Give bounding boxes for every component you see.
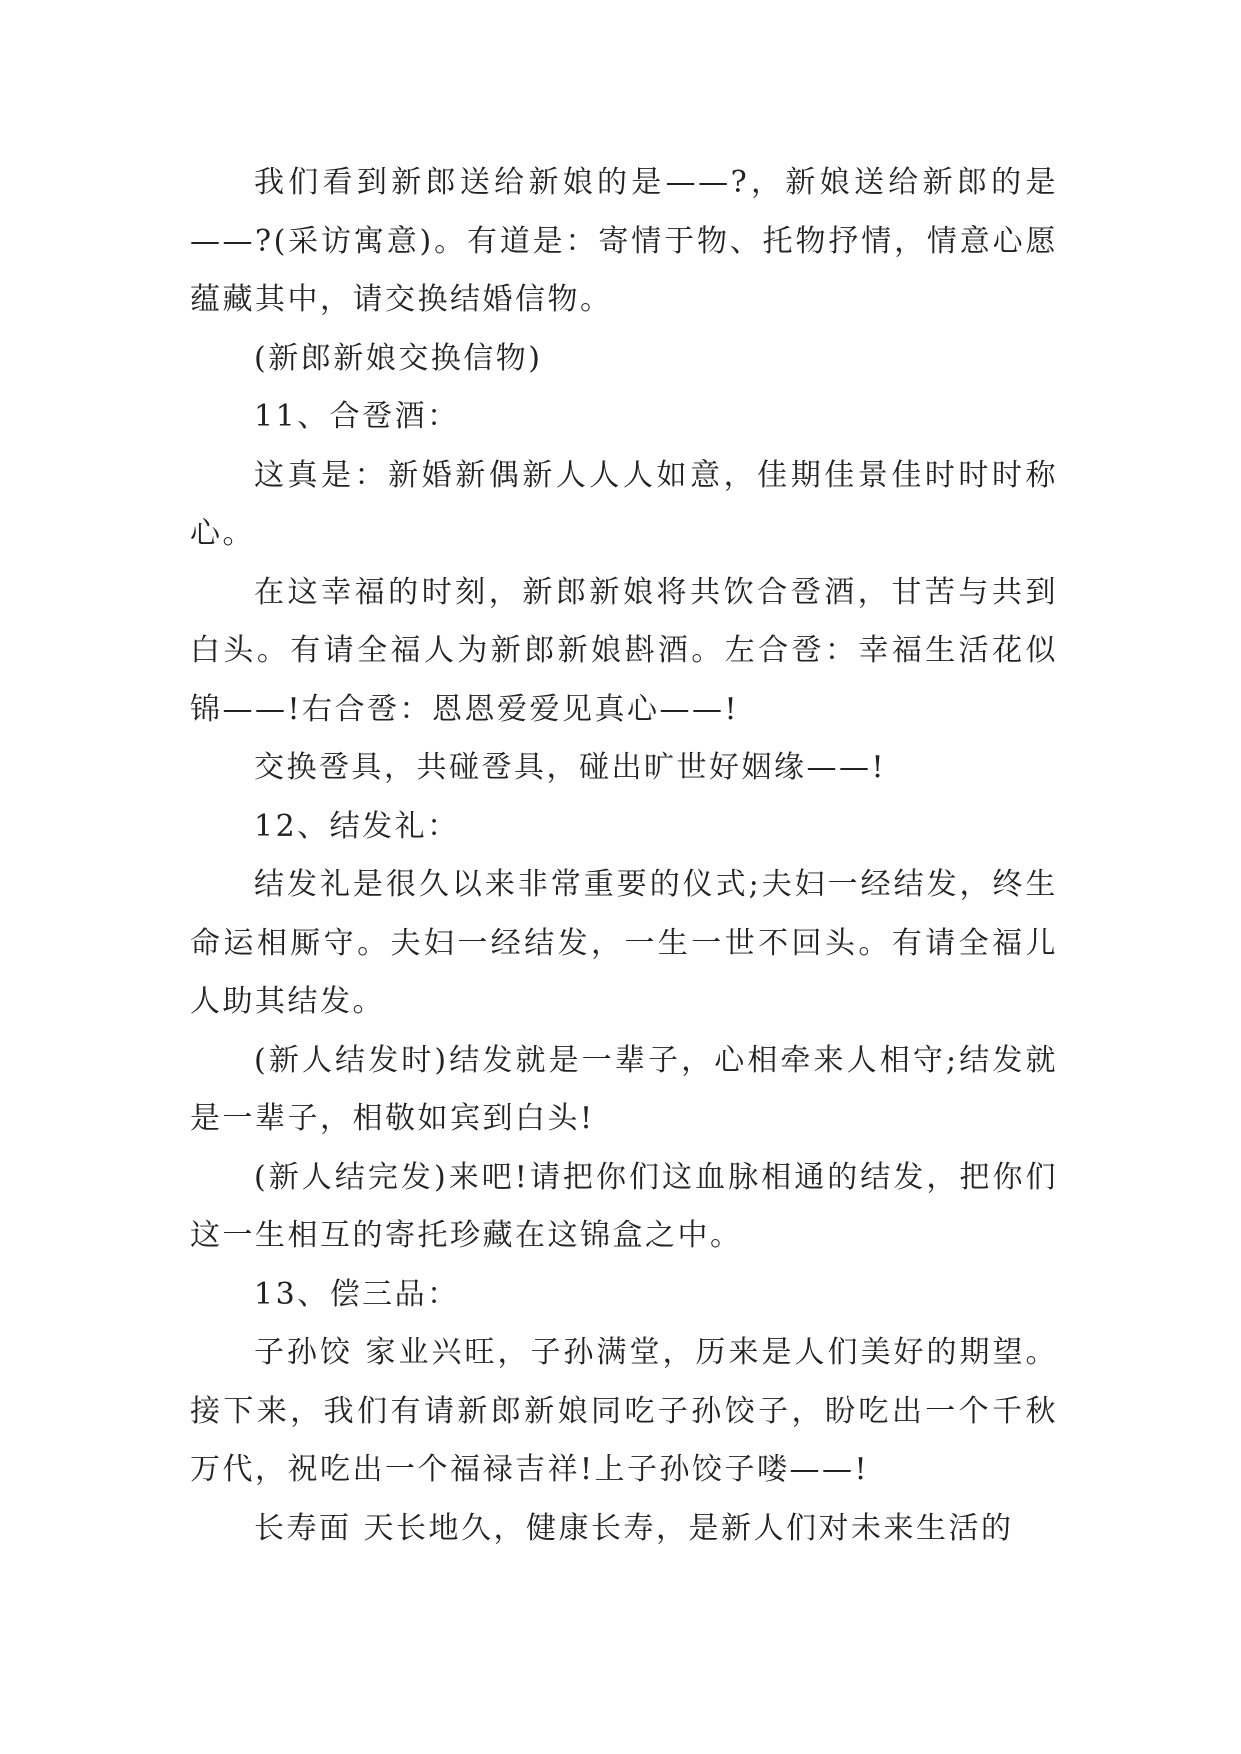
section-heading-11: 11、合卺酒： [254, 399, 460, 434]
paragraph-wine: 在这幸福的时刻，新郎新娘将共饮合卺酒，甘苦与共到白头。有请全福人为新郎新娘斟酒。左合卺：幸福生活花似锦——!右合卺：恩恩爱爱见真心——! [190, 574, 1058, 727]
paragraph-hair-tying: (新人结发时)结发就是一辈子，心相牵来人相守;结发就是一辈子，相敬如宾到白头! [190, 1042, 1058, 1136]
paragraph-exchange-tokens: 我们看到新郎送给新娘的是——?，新娘送给新郎的是——?(采访寓意)。有道是：寄情于物、托物抒情，情意心愿蕴藏其中，请交换结婚信物。 [190, 165, 1058, 317]
paragraph-hair-done: (新人结完发)来吧!请把你们这血脉相通的结发，把你们这一生相互的寄托珍藏在这锦盒之中。 [190, 1159, 1058, 1253]
paragraph-noodles: 长寿面 天长地久，健康长寿，是新人们对未来生活的 [254, 1510, 1014, 1546]
paragraph-dumplings: 子孙饺 家业兴旺，子孙满堂，历来是人们美好的期望。接下来，我们有请新郎新娘同吃子孙饺子，盼吃出一个千秋万代，祝吃出一个福禄吉祥!上子孙饺子喽——! [190, 1335, 1058, 1487]
paragraph-couplet: 这真是：新婚新偶新人人人如意，佳期佳景佳时时时称心。 [190, 457, 1058, 551]
paragraph-exchange-note: (新郎新娘交换信物) [254, 340, 543, 376]
section-heading-12: 12、结发礼： [254, 808, 460, 844]
document-body [190, 154, 1058, 1558]
paragraph-hair-ritual: 结发礼是很久以来非常重要的仪式;夫妇一经结发，终生命运相厮守。夫妇一经结发，一生一世不回头。有请全福儿人助其结发。 [190, 867, 1058, 1019]
paragraph-toast: 交换卺具，共碰卺具，碰出旷世好姻缘——! [254, 750, 887, 785]
section-heading-13: 13、偿三品： [254, 1276, 460, 1312]
